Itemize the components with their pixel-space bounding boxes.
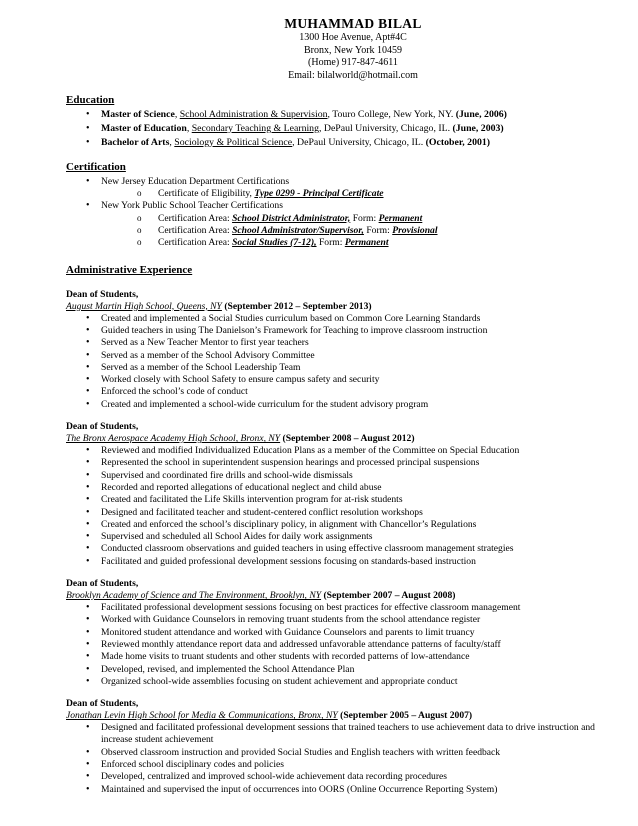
certification-item bbox=[137, 188, 600, 200]
institution: , DePaul University, Chicago, IL. bbox=[292, 136, 426, 148]
job-duty: • Supervised and coordinated fire drills and school-wide dismissals bbox=[83, 470, 600, 482]
job-duty: • Maintained and supervised the input of occurrences into OORS (Online Occurrence Reporting System) bbox=[83, 784, 600, 796]
education-heading: Education bbox=[66, 94, 115, 106]
email-address: Email: bilalworld@hotmail.com bbox=[288, 69, 418, 81]
graduation-date: (October, 2001) bbox=[425, 136, 491, 148]
degree-field: School Administration & Supervision bbox=[179, 109, 328, 120]
job-entry bbox=[66, 698, 600, 796]
certification-sublist bbox=[101, 213, 600, 250]
job-organization: The Bronx Aerospace Academy High School, Bronx, NY bbox=[66, 433, 281, 445]
experience-list bbox=[66, 289, 600, 796]
education-list bbox=[66, 109, 600, 149]
certification-area: School Administrator/Supervisor, bbox=[232, 225, 364, 237]
job-duty: • Reviewed and modified Individualized Education Plans as a member of the Committee on Special Education bbox=[83, 445, 600, 457]
job-duty: • Made home visits to truant students and other students with recorded patterns of low-attendance bbox=[83, 651, 600, 663]
job-duty: • Worked with Guidance Counselors in removing truant students from the school attendance register bbox=[83, 614, 600, 626]
job-duties-list bbox=[66, 445, 600, 568]
job-organization-line bbox=[66, 590, 600, 602]
education-item: • Master of Education, Secondary Teaching & Learning, DePaul University, Chicago, IL. (June, 2003) bbox=[83, 123, 600, 135]
job-duty: • Supervised and scheduled all School Aides for daily work assignments bbox=[83, 531, 600, 543]
job-organization: Jonathan Levin High School for Media & Communications, Bronx, NY bbox=[66, 710, 338, 722]
experience-heading: Administrative Experience bbox=[66, 263, 193, 276]
resume-header bbox=[106, 16, 600, 82]
institution: , Touro College, New York, NY. bbox=[327, 109, 456, 120]
address-line-1: 1300 Hoe Avenue, Apt#4C bbox=[299, 32, 407, 43]
job-dates: (September 2012 – September 2013) bbox=[224, 300, 372, 312]
form-label: Form: bbox=[350, 212, 379, 224]
certification-value: Type 0299 - Principal Certificate bbox=[254, 188, 384, 200]
job-duty: • Served as a member of the School Advisory Committee bbox=[83, 350, 600, 362]
candidate-name: MUHAMMAD BILAL bbox=[284, 16, 422, 31]
job-duty: • Developed, revised, and implemented the School Attendance Plan bbox=[83, 664, 600, 676]
job-duty: • Organized school-wide assemblies focusing on student achievement and appropriate conduct bbox=[83, 676, 600, 688]
job-duty: • Represented the school in superintendent suspension hearings and processed principal suspensions bbox=[83, 457, 600, 469]
certification-sublist bbox=[101, 188, 600, 200]
job-title: Dean of Students, bbox=[66, 421, 139, 433]
job-duty: • Created and facilitated the Life Skills intervention program for at-risk students bbox=[83, 494, 600, 506]
job-duty: • Served as a New Teacher Mentor to first year teachers bbox=[83, 337, 600, 349]
job-duty: • Conducted classroom observations and guided teachers in using effective classroom management strategies bbox=[83, 543, 600, 555]
job-duty: • Designed and facilitated professional development sessions that trained teachers to use achievement data to drive instruction and increase student achievement bbox=[83, 722, 600, 747]
job-duty: • Enforced the school’s code of conduct bbox=[83, 386, 600, 398]
job-entry bbox=[66, 289, 600, 411]
certification-item bbox=[137, 237, 600, 249]
certification-prefix: Certification Area: bbox=[158, 225, 233, 237]
job-duty: • Designed and facilitated teacher and student-centered conflict resolution workshops bbox=[83, 507, 600, 519]
job-organization: Brooklyn Academy of Science and The Environment, Brooklyn, NY bbox=[66, 590, 322, 602]
certification-form: Permanent bbox=[378, 212, 423, 224]
job-duty: • Monitored student attendance and worked with Guidance Counselors and parents to limit truancy bbox=[83, 627, 600, 639]
job-dates: (September 2007 – August 2008) bbox=[323, 590, 456, 602]
job-duties-list bbox=[66, 313, 600, 411]
certification-prefix: Certification Area: bbox=[158, 212, 233, 224]
degree-field: Sociology & Political Science bbox=[174, 136, 293, 148]
graduation-date: (June, 2006) bbox=[455, 109, 507, 120]
certification-group-label: New Jersey Education Department Certifications bbox=[101, 175, 290, 187]
certification-group-nj bbox=[83, 176, 600, 201]
certification-area: Social Studies (7-12), bbox=[232, 237, 317, 249]
form-label: Form: bbox=[363, 225, 393, 237]
certification-item bbox=[137, 213, 600, 225]
job-title: Dean of Students, bbox=[66, 288, 139, 300]
certification-list bbox=[66, 176, 600, 250]
certification-form: Permanent bbox=[344, 237, 389, 249]
job-duty: • Created and enforced the school’s disciplinary policy, in alignment with Chancellor’s Regulations bbox=[83, 519, 600, 531]
job-dates: (September 2008 – August 2012) bbox=[282, 433, 415, 445]
job-duty: • Created and implemented a Social Studies curriculum based on Common Core Learning Standards bbox=[83, 313, 600, 325]
job-organization-line bbox=[66, 710, 600, 722]
job-duty: • Served as a member of the School Leadership Team bbox=[83, 362, 600, 374]
education-item: • Bachelor of Arts, Sociology & Political Science, DePaul University, Chicago, IL. (October, 2001) bbox=[83, 137, 600, 149]
job-duty: • Reviewed monthly attendance report data and addressed unfavorable attendance patterns of faculty/staff bbox=[83, 639, 600, 651]
institution: , DePaul University, Chicago, IL. bbox=[318, 122, 453, 134]
job-entry bbox=[66, 578, 600, 688]
job-duty: • Enforced school disciplinary codes and policies bbox=[83, 759, 600, 771]
certification-area: School District Administrator, bbox=[232, 212, 351, 224]
certification-item bbox=[137, 225, 600, 237]
certification-group-label: New York Public School Teacher Certifications bbox=[101, 200, 283, 212]
job-entry bbox=[66, 421, 600, 568]
education-item: • Master of Science, School Administration & Supervision, Touro College, New York, NY. (June, 2006) bbox=[83, 109, 600, 121]
job-duty: • Facilitated and guided professional development sessions focusing on standards-based instruction bbox=[83, 556, 600, 568]
job-duty: • Guided teachers in using The Danielson’s Framework for Teaching to improve classroom instruction bbox=[83, 325, 600, 337]
job-organization: August Martin High School, Queens, NY bbox=[66, 300, 222, 312]
job-organization-line bbox=[66, 433, 600, 445]
job-dates: (September 2005 – August 2007) bbox=[340, 710, 473, 722]
job-duties-list bbox=[66, 602, 600, 688]
graduation-date: (June, 2003) bbox=[452, 122, 504, 134]
job-duty: • Developed, centralized and improved school-wide achievement data recording procedures bbox=[83, 771, 600, 783]
form-label: Form: bbox=[316, 237, 345, 249]
certification-prefix: Certification Area: bbox=[158, 237, 233, 249]
certification-form: Provisional bbox=[392, 225, 438, 237]
certification-group-ny bbox=[83, 200, 600, 249]
job-duty: • Created and implemented a school-wide curriculum for the student advisory program bbox=[83, 399, 600, 411]
certification-prefix: Certificate of Eligibility, bbox=[158, 188, 255, 200]
degree: Master of Science bbox=[101, 109, 175, 120]
job-duties-list bbox=[66, 722, 600, 796]
job-duty: • Recorded and reported allegations of educational neglect and child abuse bbox=[83, 482, 600, 494]
degree: Bachelor of Arts bbox=[101, 136, 170, 148]
degree-field: Secondary Teaching & Learning bbox=[191, 122, 319, 134]
job-duty: • Worked closely with School Safety to ensure campus safety and security bbox=[83, 374, 600, 386]
job-title: Dean of Students, bbox=[66, 578, 139, 590]
job-organization-line bbox=[66, 301, 600, 313]
certification-heading: Certification bbox=[66, 160, 126, 173]
degree: Master of Education bbox=[101, 122, 187, 134]
job-duty: • Facilitated professional development sessions focusing on best practices for effective classroom management bbox=[83, 602, 600, 614]
job-duty: • Observed classroom instruction and provided Social Studies and English teachers with written feedback bbox=[83, 747, 600, 759]
job-title: Dean of Students, bbox=[66, 698, 139, 710]
phone-number: (Home) 917-847-4611 bbox=[308, 57, 398, 68]
address-line-2: Bronx, New York 10459 bbox=[303, 44, 403, 56]
